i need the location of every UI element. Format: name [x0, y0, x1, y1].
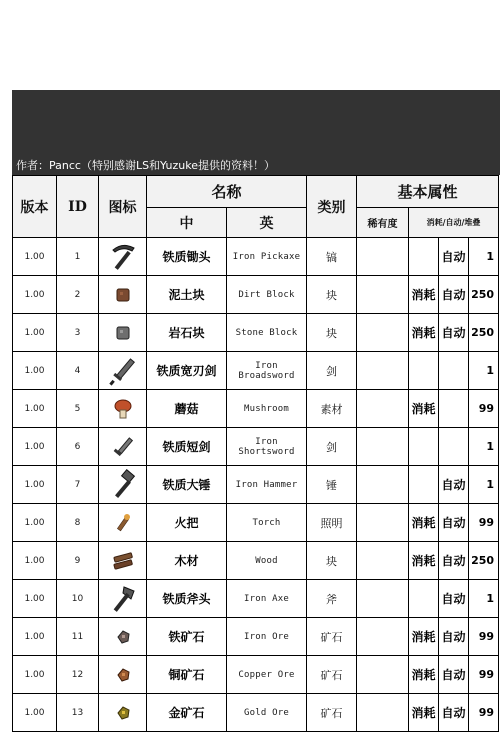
- header-version: 版本: [13, 176, 57, 238]
- header-category: 类别: [307, 176, 357, 238]
- row-auto: 自动: [439, 580, 469, 618]
- table-row: [13, 580, 499, 618]
- table-row: [13, 618, 499, 656]
- row-category: 剑: [307, 428, 357, 466]
- row-name-en: Iron Shortsword: [227, 428, 307, 466]
- row-name-en: Stone Block: [227, 314, 307, 352]
- row-id: 8: [57, 504, 99, 542]
- row-rarity: [357, 656, 409, 694]
- row-stack: 99: [469, 694, 499, 732]
- row-version: 1.00: [13, 618, 57, 656]
- row-version: 1.00: [13, 314, 57, 352]
- row-consume: [409, 466, 439, 504]
- row-version: 1.00: [13, 390, 57, 428]
- row-name-en: Copper Ore: [227, 656, 307, 694]
- row-rarity: [357, 238, 409, 276]
- row-auto: 自动: [439, 238, 469, 276]
- row-name-en: Wood: [227, 542, 307, 580]
- header-consume-auto-stack: 消耗/自动/堆叠: [409, 208, 499, 238]
- row-stack: 99: [469, 390, 499, 428]
- stone-block-icon: [99, 314, 147, 352]
- row-category: 斧: [307, 580, 357, 618]
- row-stack: 1: [469, 352, 499, 390]
- header-id: ID: [57, 176, 99, 238]
- row-version: 1.00: [13, 466, 57, 504]
- row-auto: [439, 352, 469, 390]
- row-rarity: [357, 694, 409, 732]
- row-name-zh: 铁矿石: [147, 618, 227, 656]
- row-id: 2: [57, 276, 99, 314]
- table-row: [13, 694, 499, 732]
- row-category: 照明: [307, 504, 357, 542]
- axe-icon: [99, 580, 147, 618]
- top-whitespace: [0, 0, 500, 90]
- row-stack: 1: [469, 580, 499, 618]
- row-rarity: [357, 580, 409, 618]
- row-id: 5: [57, 390, 99, 428]
- row-name-zh: 铁质斧头: [147, 580, 227, 618]
- row-consume: 消耗: [409, 314, 439, 352]
- hammer-icon: [99, 466, 147, 504]
- header-name-en: 英: [227, 208, 307, 238]
- row-auto: 自动: [439, 276, 469, 314]
- row-stack: 1: [469, 466, 499, 504]
- row-stack: 250: [469, 276, 499, 314]
- row-name-zh: 铜矿石: [147, 656, 227, 694]
- row-consume: [409, 580, 439, 618]
- row-auto: [439, 428, 469, 466]
- row-category: 剑: [307, 352, 357, 390]
- row-name-zh: 铁质大锤: [147, 466, 227, 504]
- row-category: 矿石: [307, 656, 357, 694]
- row-version: 1.00: [13, 428, 57, 466]
- row-name-zh: 火把: [147, 504, 227, 542]
- table-row: [13, 314, 499, 352]
- row-auto: 自动: [439, 618, 469, 656]
- table-row: [13, 504, 499, 542]
- row-name-en: Dirt Block: [227, 276, 307, 314]
- row-category: 镐: [307, 238, 357, 276]
- row-auto: 自动: [439, 504, 469, 542]
- row-category: 素材: [307, 390, 357, 428]
- row-category: 块: [307, 542, 357, 580]
- table-row: [13, 656, 499, 694]
- wood-icon: [99, 542, 147, 580]
- row-consume: 消耗: [409, 694, 439, 732]
- row-name-en: Iron Axe: [227, 580, 307, 618]
- row-version: 1.00: [13, 352, 57, 390]
- row-version: 1.00: [13, 694, 57, 732]
- row-id: 10: [57, 580, 99, 618]
- row-name-zh: 木材: [147, 542, 227, 580]
- row-version: 1.00: [13, 542, 57, 580]
- row-name-zh: 泥土块: [147, 276, 227, 314]
- row-id: 4: [57, 352, 99, 390]
- row-name-en: Mushroom: [227, 390, 307, 428]
- row-category: 块: [307, 314, 357, 352]
- row-auto: 自动: [439, 694, 469, 732]
- row-version: 1.00: [13, 580, 57, 618]
- header-attributes: 基本属性: [357, 176, 499, 208]
- row-rarity: [357, 352, 409, 390]
- row-stack: 1: [469, 428, 499, 466]
- row-rarity: [357, 390, 409, 428]
- row-consume: 消耗: [409, 542, 439, 580]
- row-consume: [409, 352, 439, 390]
- row-stack: 250: [469, 542, 499, 580]
- table-row: [13, 428, 499, 466]
- row-stack: 99: [469, 504, 499, 542]
- row-rarity: [357, 504, 409, 542]
- row-stack: 99: [469, 618, 499, 656]
- item-table: [12, 175, 499, 732]
- row-name-en: Iron Pickaxe: [227, 238, 307, 276]
- row-category: 矿石: [307, 694, 357, 732]
- row-version: 1.00: [13, 238, 57, 276]
- row-name-en: Iron Broadsword: [227, 352, 307, 390]
- row-consume: 消耗: [409, 618, 439, 656]
- row-id: 7: [57, 466, 99, 504]
- row-category: 锤: [307, 466, 357, 504]
- header-name-zh: 中: [147, 208, 227, 238]
- row-consume: 消耗: [409, 276, 439, 314]
- pickaxe-icon: [99, 238, 147, 276]
- row-id: 12: [57, 656, 99, 694]
- gold-ore-icon: [99, 694, 147, 732]
- row-rarity: [357, 314, 409, 352]
- row-version: 1.00: [13, 504, 57, 542]
- shortsword-icon: [99, 428, 147, 466]
- table-row: [13, 390, 499, 428]
- row-rarity: [357, 542, 409, 580]
- row-id: 3: [57, 314, 99, 352]
- row-name-zh: 岩石块: [147, 314, 227, 352]
- row-id: 13: [57, 694, 99, 732]
- row-stack: 250: [469, 314, 499, 352]
- row-consume: [409, 238, 439, 276]
- row-auto: [439, 390, 469, 428]
- table-row: [13, 466, 499, 504]
- row-name-en: Iron Hammer: [227, 466, 307, 504]
- row-version: 1.00: [13, 656, 57, 694]
- row-version: 1.00: [13, 276, 57, 314]
- row-id: 1: [57, 238, 99, 276]
- row-id: 11: [57, 618, 99, 656]
- row-name-zh: 铁质短剑: [147, 428, 227, 466]
- table-row: [13, 542, 499, 580]
- row-rarity: [357, 276, 409, 314]
- row-rarity: [357, 428, 409, 466]
- row-name-en: Iron Ore: [227, 618, 307, 656]
- row-id: 6: [57, 428, 99, 466]
- row-name-en: Gold Ore: [227, 694, 307, 732]
- mushroom-icon: [99, 390, 147, 428]
- row-auto: 自动: [439, 656, 469, 694]
- row-rarity: [357, 618, 409, 656]
- torch-icon: [99, 504, 147, 542]
- author-credit: 作者：Pancc（特别感谢LS和Yuzuke提供的资料！）: [16, 159, 275, 172]
- table-row: [13, 238, 499, 276]
- row-auto: 自动: [439, 542, 469, 580]
- row-category: 矿石: [307, 618, 357, 656]
- row-consume: 消耗: [409, 390, 439, 428]
- table-row: [13, 276, 499, 314]
- row-consume: 消耗: [409, 504, 439, 542]
- row-stack: 1: [469, 238, 499, 276]
- row-name-zh: 金矿石: [147, 694, 227, 732]
- row-name-zh: 铁质锄头: [147, 238, 227, 276]
- row-auto: 自动: [439, 466, 469, 504]
- iron-ore-icon: [99, 618, 147, 656]
- row-id: 9: [57, 542, 99, 580]
- copper-ore-icon: [99, 656, 147, 694]
- header-name: 名称: [147, 176, 307, 208]
- row-name-zh: 铁质宽刃剑: [147, 352, 227, 390]
- row-auto: 自动: [439, 314, 469, 352]
- row-consume: [409, 428, 439, 466]
- row-consume: 消耗: [409, 656, 439, 694]
- row-name-en: Torch: [227, 504, 307, 542]
- row-stack: 99: [469, 656, 499, 694]
- row-rarity: [357, 466, 409, 504]
- header-icon: 图标: [99, 176, 147, 238]
- table-row: [13, 352, 499, 390]
- header-rarity: 稀有度: [357, 208, 409, 238]
- dirt-block-icon: [99, 276, 147, 314]
- broadsword-icon: [99, 352, 147, 390]
- row-category: 块: [307, 276, 357, 314]
- row-name-zh: 蘑菇: [147, 390, 227, 428]
